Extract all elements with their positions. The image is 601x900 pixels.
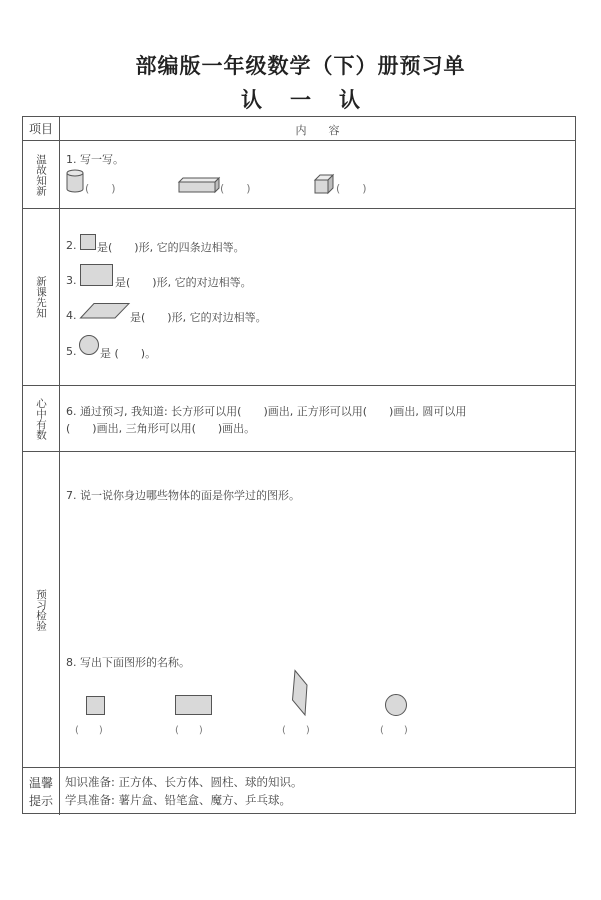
- rectangle-icon: [175, 695, 212, 715]
- tips-knowledge: 知识准备: 正方体、长方体、圆柱、球的知识。: [65, 775, 303, 789]
- question-2-text: 是( )形, 它的四条边相等。: [97, 241, 245, 254]
- square-icon: [86, 696, 105, 715]
- section-review: [23, 141, 575, 209]
- section-tips: [23, 768, 575, 815]
- subtitle-char: 认: [339, 87, 360, 112]
- header-content: 内 容: [295, 124, 340, 137]
- circle-icon: [79, 335, 99, 355]
- parallelogram-icon: [80, 303, 130, 319]
- circle-icon: [385, 694, 407, 716]
- document-title: 部编版一年级数学（下）册预习单: [135, 53, 466, 78]
- cylinder-icon: [66, 169, 84, 193]
- answer-blank[interactable]: ( ): [85, 182, 116, 195]
- question-3-number: 3.: [66, 274, 77, 287]
- table-header-row: [23, 117, 575, 141]
- question-8-text: 8. 写出下面图形的名称。: [66, 656, 190, 669]
- rectangle-icon: [80, 264, 113, 286]
- answer-blank[interactable]: ( ): [380, 725, 408, 736]
- subtitle-char: 认: [241, 87, 262, 112]
- answer-blank[interactable]: ( ): [282, 725, 310, 736]
- question-5-text: 是 ( )。: [100, 347, 157, 360]
- question-7-text: 7. 说一说你身边哪些物体的面是你学过的图形。: [66, 489, 300, 502]
- question-2-number: 2.: [66, 239, 77, 252]
- square-icon: [80, 234, 96, 250]
- question-1-text: 1. 写一写。: [66, 153, 124, 166]
- question-3-text: 是( )形, 它的对边相等。: [115, 276, 252, 289]
- parallelogram-icon: [292, 670, 308, 716]
- answer-blank[interactable]: ( ): [175, 725, 203, 736]
- question-6-line2: ( )画出, 三角形可以用( )画出。: [66, 422, 256, 435]
- worksheet-table: [22, 116, 576, 814]
- cube-icon: [314, 174, 334, 194]
- section-label: 新课先知: [35, 276, 47, 318]
- subtitle-char: 一: [290, 87, 311, 112]
- question-6-line1: 6. 通过预习, 我知道: 长方形可以用( )画出, 正方形可以用( )画出, 圆可以用: [66, 405, 467, 418]
- question-5-number: 5.: [66, 345, 77, 358]
- question-4-text: 是( )形, 它的对边相等。: [130, 311, 267, 324]
- section-preview-check: [23, 452, 575, 768]
- section-label: 预习检验: [35, 588, 47, 631]
- section-new-lesson: [23, 209, 575, 386]
- section-label: 温馨提示: [28, 775, 53, 808]
- answer-blank[interactable]: ( ): [75, 725, 103, 736]
- section-know-well: [23, 386, 575, 452]
- section-label: 心中有数: [35, 397, 47, 440]
- tips-materials: 学具准备: 薯片盒、铅笔盒、魔方、乒乓球。: [65, 793, 292, 807]
- answer-blank[interactable]: ( ): [220, 182, 251, 195]
- document-subtitle: [0, 84, 601, 114]
- question-4-number: 4.: [66, 309, 77, 322]
- header-project: 项目: [23, 117, 60, 140]
- answer-blank[interactable]: ( ): [336, 182, 367, 195]
- section-label: 温故知新: [35, 153, 47, 196]
- cuboid-icon: [178, 177, 220, 193]
